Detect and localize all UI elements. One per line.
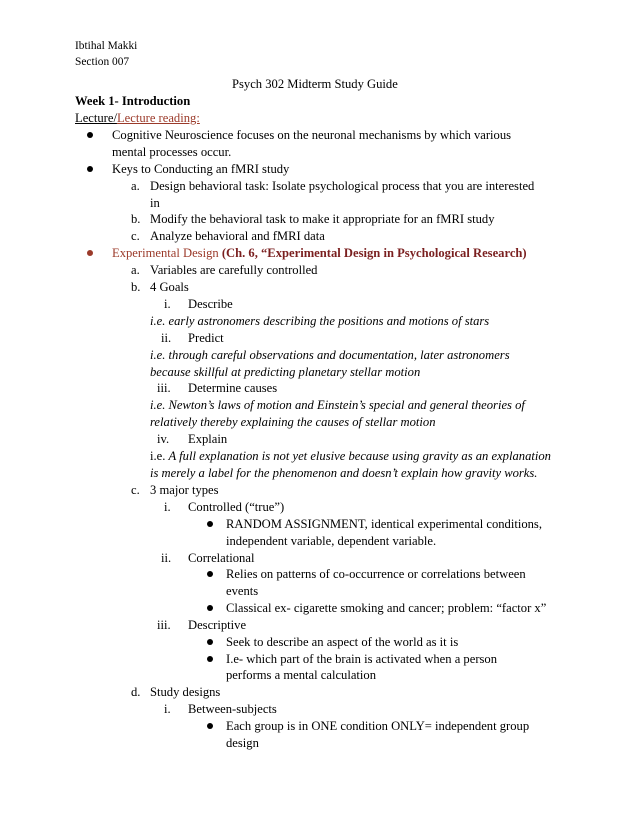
bullet-text: events (226, 584, 259, 598)
bullet-icon (207, 639, 213, 645)
chapter-reference: (Ch. 6, “Experimental Design in Psychological Research) (221, 246, 527, 260)
author-name: Ibtihal Makki (75, 40, 138, 52)
experimental-design-label: Experimental Design (112, 246, 219, 260)
list-marker: a. (131, 179, 140, 193)
bullet-text: performs a mental calculation (226, 668, 377, 682)
list-marker: iv. (157, 432, 170, 446)
list-marker: iii. (157, 618, 171, 632)
list-marker: c. (131, 483, 140, 497)
example-prefix: i.e. (150, 449, 169, 463)
example-text: i.e. through careful observations and documentation, later astronomers (150, 348, 510, 362)
example-text: i.e. Newton’s laws of motion and Einstein’s special and general theories of (150, 398, 525, 412)
bullet-icon (207, 723, 213, 729)
bullet-text: Classical ex- cigarette smoking and cancer; problem: “factor x” (226, 601, 547, 615)
bullet-text (112, 245, 527, 262)
bullet-icon (87, 250, 93, 256)
example-text: because skillful at predicting planetary stellar motion (150, 365, 421, 379)
list-item: Modify the behavioral task to make it appropriate for an fMRI study (150, 212, 495, 226)
page-title: Psych 302 Midterm Study Guide (232, 77, 398, 91)
bullet-text: mental processes occur. (112, 145, 232, 159)
list-marker: i. (164, 702, 171, 716)
list-item: Determine causes (188, 381, 278, 395)
list-item: Analyze behavioral and fMRI data (150, 229, 325, 243)
list-item: 4 Goals (150, 280, 189, 294)
example-text: i.e. early astronomers describing the positions and motions of stars (150, 314, 490, 328)
bullet-text: Relies on patterns of co-occurrence or correlations between (226, 567, 526, 581)
bullet-icon (207, 571, 213, 577)
list-marker: c. (131, 229, 140, 243)
list-item: Explain (188, 432, 228, 446)
list-item: Controlled (“true”) (188, 500, 285, 514)
list-item: Variables are carefully controlled (150, 263, 318, 277)
list-item: Describe (188, 297, 233, 311)
list-marker: i. (164, 297, 171, 311)
bullet-icon (87, 166, 93, 172)
list-marker: ii. (161, 551, 172, 565)
example-text: relatively thereby explaining the causes of stellar motion (150, 415, 436, 429)
example-body: A full explanation is not yet elusive because using gravity as an explanation (168, 449, 551, 463)
list-item: Correlational (188, 551, 255, 565)
bullet-text: Keys to Conducting an fMRI study (112, 162, 290, 176)
example-text (150, 448, 551, 465)
bullet-text: Seek to describe an aspect of the world as it is (226, 635, 459, 649)
list-marker: b. (131, 280, 141, 294)
list-item: Study designs (150, 685, 221, 699)
bullet-text: independent variable, dependent variable. (226, 534, 437, 548)
list-item: Design behavioral task: Isolate psychological process that you are interested (150, 179, 535, 193)
bullet-text: design (226, 736, 259, 750)
bullet-text: I.e- which part of the brain is activated when a person (226, 652, 498, 666)
week-heading: Week 1- Introduction (75, 94, 191, 108)
bullet-icon (207, 521, 213, 527)
list-marker: iii. (157, 381, 171, 395)
bullet-icon (207, 605, 213, 611)
list-marker: d. (131, 685, 141, 699)
lecture-line (75, 110, 200, 127)
example-text: is merely a label for the phenomenon and doesn’t explain how gravity works. (150, 466, 538, 480)
list-item: Predict (188, 331, 224, 345)
section-label: Section 007 (75, 56, 130, 68)
list-item: Between-subjects (188, 702, 277, 716)
lecture-reading-label: Lecture reading: (116, 111, 200, 125)
bullet-text: Each group is in ONE condition ONLY= independent group (226, 719, 530, 733)
lecture-label: Lecture/ (75, 111, 117, 125)
list-marker: b. (131, 212, 141, 226)
list-marker: ii. (161, 331, 172, 345)
list-item: 3 major types (150, 483, 219, 497)
bullet-icon (207, 656, 213, 662)
list-marker: i. (164, 500, 171, 514)
list-item: Descriptive (188, 618, 247, 632)
bullet-text: Cognitive Neuroscience focuses on the neuronal mechanisms by which various (112, 128, 512, 142)
list-item: in (150, 196, 160, 210)
list-marker: a. (131, 263, 140, 277)
bullet-text: RANDOM ASSIGNMENT, identical experimental conditions, (226, 517, 542, 531)
bullet-icon (87, 132, 93, 138)
